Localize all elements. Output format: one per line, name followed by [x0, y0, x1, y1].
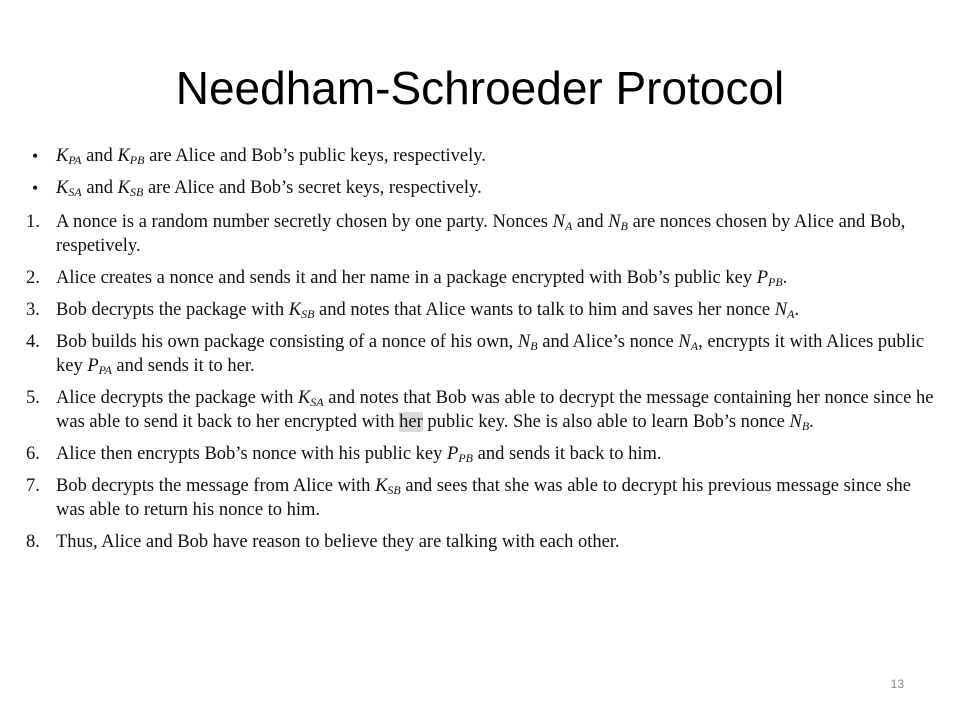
- math-sub: B: [530, 339, 538, 353]
- step-number: 8.: [26, 532, 40, 552]
- step-5: [26, 386, 938, 434]
- step-1: [26, 210, 938, 258]
- math-k: K: [117, 178, 130, 198]
- math-sub: B: [620, 219, 628, 233]
- math-sub: PB: [129, 153, 145, 167]
- step-text: are nonces chosen by Alice and Bob, respetively.: [56, 212, 906, 256]
- step-text: .: [782, 268, 788, 288]
- math-n: N: [678, 332, 691, 352]
- step-text: .: [809, 412, 814, 432]
- math-p: P: [756, 268, 768, 288]
- math-n: N: [789, 412, 802, 432]
- step-number: 3.: [26, 300, 40, 320]
- slide-body: [26, 144, 938, 562]
- step-text: and: [576, 212, 604, 232]
- step-text: Thus, Alice and Bob have reason to believe they are talking with each other.: [56, 532, 620, 552]
- step-number: 7.: [26, 476, 40, 496]
- math-sub: SB: [387, 483, 401, 497]
- step-text: A nonce is a random number secretly chosen by one party. Nonces: [56, 212, 548, 232]
- step-number: 4.: [26, 332, 40, 352]
- math-k: K: [375, 476, 388, 496]
- step-3: [26, 298, 938, 322]
- bullet-item-secret-keys: [26, 176, 938, 200]
- math-k: K: [288, 300, 302, 320]
- math-p: P: [87, 356, 99, 376]
- math-n: N: [552, 212, 565, 232]
- math-n: N: [608, 212, 621, 232]
- slide-title: Needham-Schroeder Protocol: [175, 62, 785, 114]
- math-sub: A: [564, 219, 573, 233]
- bullet-text: and: [86, 146, 113, 166]
- math-sub: PA: [68, 153, 82, 167]
- step-text: and sends it to her.: [116, 356, 255, 376]
- step-text: and Alice’s nonce: [542, 332, 674, 352]
- bullet-icon: •: [32, 178, 39, 198]
- math-sub: PA: [98, 363, 112, 377]
- step-text: and sees that she was able to decrypt his previous message since she was able to return his nonce to him.: [56, 476, 911, 520]
- step-text: public key. She is also able to learn Bob’s nonce: [427, 412, 785, 432]
- math-sub: SB: [130, 185, 144, 199]
- step-text: Bob decrypts the message from Alice with: [56, 476, 371, 496]
- math-k: K: [297, 388, 311, 408]
- math-sub: PB: [768, 275, 783, 289]
- math-sub: A: [787, 307, 795, 321]
- step-text: .: [794, 300, 800, 320]
- step-2: [26, 266, 938, 290]
- step-number: 6.: [26, 444, 40, 464]
- bullet-icon: •: [32, 146, 39, 166]
- step-text: and notes that Alice wants to talk to him and saves her nonce: [319, 300, 771, 320]
- step-number: 2.: [26, 268, 40, 288]
- page-number: 13: [890, 677, 904, 691]
- math-sub: SA: [310, 395, 324, 409]
- math-sub: A: [690, 339, 699, 353]
- bullet-text: are Alice and Bob’s public keys, respectively.: [149, 146, 486, 166]
- key-definitions-list: [26, 144, 938, 200]
- bullet-text: are Alice and Bob’s secret keys, respectively.: [147, 178, 482, 198]
- step-text: Alice creates a nonce and sends it and her name in a package encrypted with Bob’s public key: [56, 268, 753, 288]
- step-6: [26, 442, 938, 466]
- highlighted-word: her: [399, 412, 423, 432]
- math-p: P: [447, 444, 459, 464]
- step-text: and sends it back to him.: [477, 444, 662, 464]
- step-text: Alice decrypts the package with: [56, 388, 294, 408]
- protocol-steps-list: [26, 210, 938, 554]
- bullet-item-public-keys: [26, 144, 938, 168]
- step-text: Bob builds his own package consisting of a nonce of his own,: [56, 332, 514, 352]
- step-number: 5.: [26, 388, 40, 408]
- step-text: and notes that Bob was able to decrypt the message containing her nonce since he was able to send it back to her encrypted with: [56, 388, 934, 432]
- bullet-text: and: [86, 178, 114, 198]
- math-k: K: [117, 146, 130, 166]
- step-8: [26, 530, 938, 554]
- step-7: [26, 474, 938, 522]
- math-n: N: [774, 300, 788, 320]
- step-text: Bob decrypts the package with: [56, 300, 285, 320]
- step-text: , encrypts it with Alices public key: [56, 332, 925, 376]
- step-4: [26, 330, 938, 378]
- math-k: K: [56, 146, 69, 166]
- math-sub: SA: [68, 185, 82, 199]
- math-sub: PB: [458, 451, 473, 465]
- step-number: 1.: [26, 212, 40, 232]
- math-sub: SB: [301, 307, 315, 321]
- math-sub: B: [801, 419, 810, 433]
- step-text: Alice then encrypts Bob’s nonce with his public key: [56, 444, 443, 464]
- math-k: K: [56, 178, 69, 198]
- math-n: N: [517, 332, 531, 352]
